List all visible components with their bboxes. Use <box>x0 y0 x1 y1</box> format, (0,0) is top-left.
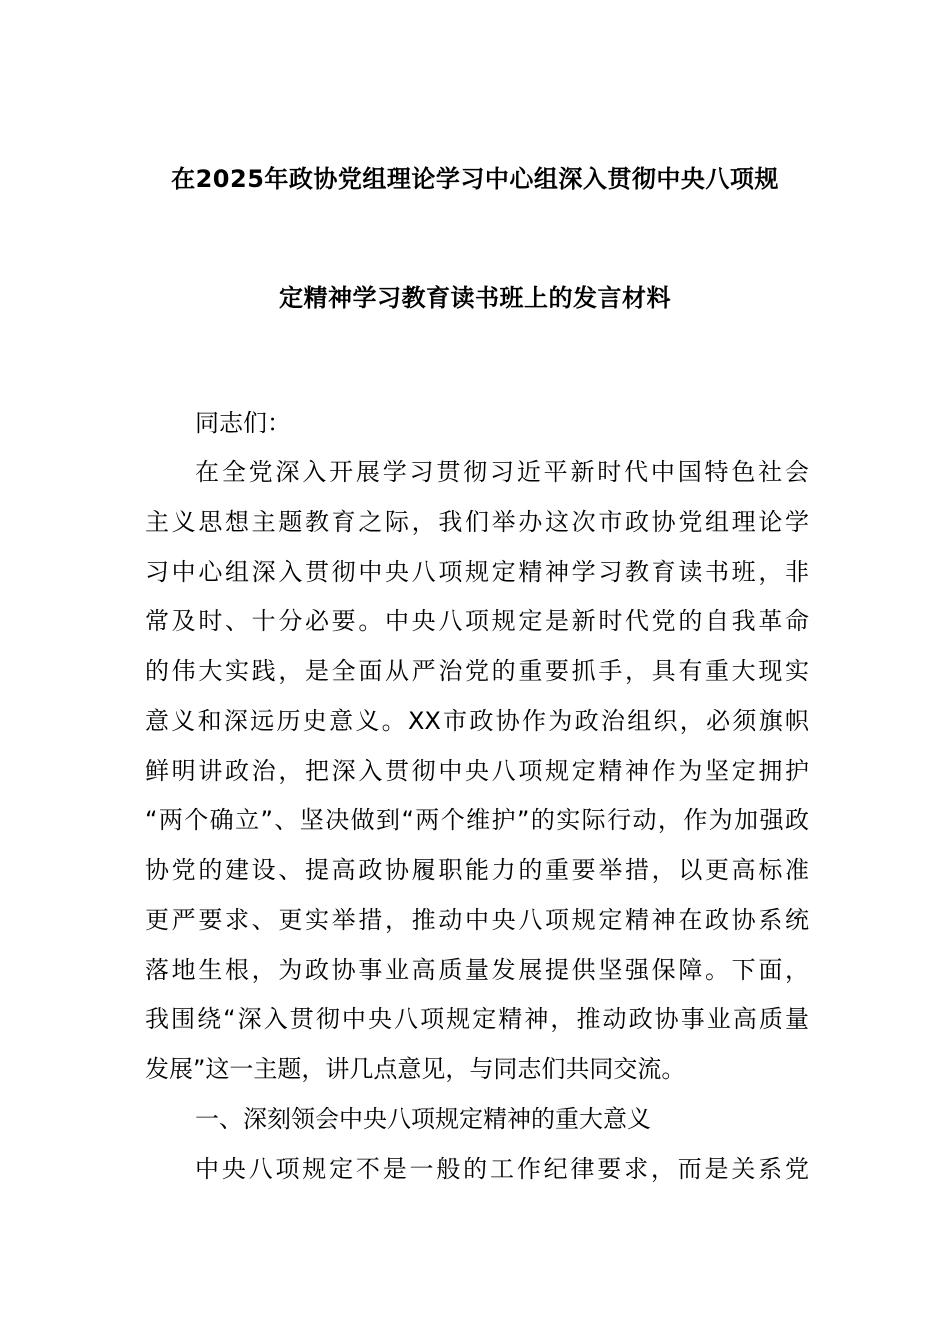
paragraph-line: 协党的建设、提高政协履职能力的重要举措，以更高标准 <box>145 856 809 884</box>
paragraph-line: 主义思想主题教育之际，我们举办这次市政协党组理论学 <box>145 508 809 536</box>
paragraph-line: 鲜明讲政治，把深入贯彻中央八项规定精神作为坚定拥护 <box>145 757 809 785</box>
paragraph-line: 更严要求、更实举措，推动中央八项规定精神在政协系统 <box>145 906 809 934</box>
document-title-line-1: 在2025年政协党组理论学习中心组深入贯彻中央八项规 <box>171 165 779 193</box>
paragraph-line: 落地生根，为政协事业高质量发展提供坚强保障。下面， <box>145 956 809 984</box>
salutation: 同志们： <box>195 409 291 437</box>
section-heading: 一、深刻领会中央八项规定精神的重大意义 <box>195 1105 651 1133</box>
paragraph-line: 中央八项规定不是一般的工作纪律要求，而是关系党 <box>195 1155 809 1183</box>
paragraph-line: “两个确立”、坚决做到“两个维护”的实际行动，作为加强政 <box>145 806 809 834</box>
paragraph-line: 意义和深远历史意义。XX市政协作为政治组织，必须旗帜 <box>145 707 809 735</box>
paragraph-line: 在全党深入开展学习贯彻习近平新时代中国特色社会 <box>195 458 809 486</box>
document-title-line-2: 定精神学习教育读书班上的发言材料 <box>279 284 671 312</box>
paragraph-line: 我围绕“深入贯彻中央八项规定精神，推动政协事业高质量 <box>145 1005 809 1033</box>
paragraph-line: 习中心组深入贯彻中央八项规定精神学习教育读书班，非 <box>145 558 809 586</box>
paragraph-line: 常及时、十分必要。中央八项规定是新时代党的自我革命 <box>145 607 809 635</box>
paragraph-line: 发展”这一主题，讲几点意见，与同志们共同交流。 <box>145 1055 686 1083</box>
paragraph-line: 的伟大实践，是全面从严治党的重要抓手，具有重大现实 <box>145 657 809 685</box>
